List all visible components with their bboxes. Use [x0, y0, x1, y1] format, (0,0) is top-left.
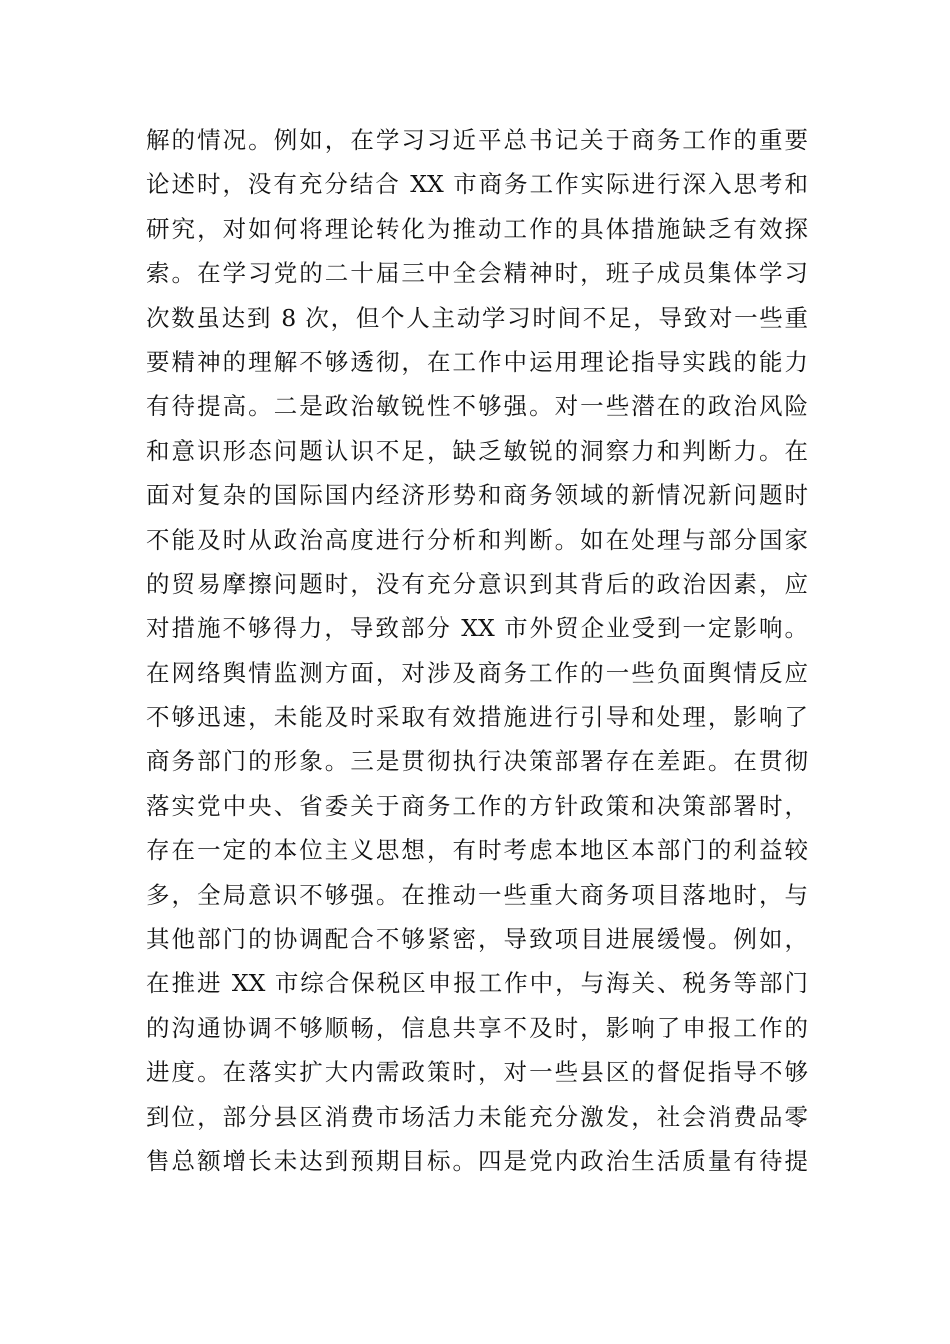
text-line: 售总额增长未达到预期目标。四是党内政治生活质量有待提: [146, 1146, 808, 1175]
text-line: 的贸易摩擦问题时，没有充分意识到其背后的政治因素，应: [146, 569, 808, 598]
text-line: 落实党中央、省委关于商务工作的方针政策和决策部署时，: [146, 791, 808, 820]
text-line: 多，全局意识不够强。在推动一些重大商务项目落地时，与: [146, 880, 808, 909]
text-line: 有待提高。二是政治敏锐性不够强。对一些潜在的政治风险: [146, 392, 808, 421]
text-line: 存在一定的本位主义思想，有时考虑本地区本部门的利益较: [146, 836, 808, 865]
text-line: 不能及时从政治高度进行分析和判断。如在处理与部分国家: [146, 525, 808, 554]
text-line: 面对复杂的国际国内经济形势和商务领域的新情况新问题时: [146, 481, 808, 510]
text-line: 和意识形态问题认识不足，缺乏敏锐的洞察力和判断力。在: [146, 436, 808, 465]
body-text: [146, 118, 808, 1183]
text-line: 其他部门的协调配合不够紧密，导致项目进展缓慢。例如，: [146, 925, 808, 954]
text-line: 进度。在落实扩大内需政策时，对一些县区的督促指导不够: [146, 1058, 808, 1087]
text-line: 在推进 XX 市综合保税区申报工作中，与海关、税务等部门: [146, 969, 808, 998]
text-line: 的沟通协调不够顺畅，信息共享不及时，影响了申报工作的: [146, 1013, 808, 1042]
text-line: 对措施不够得力，导致部分 XX 市外贸企业受到一定影响。: [146, 614, 808, 643]
text-line: 解的情况。例如，在学习习近平总书记关于商务工作的重要: [146, 126, 808, 154]
text-line: 次数虽达到 8 次，但个人主动学习时间不足，导致对一些重: [146, 303, 808, 332]
text-line: 索。在学习党的二十届三中全会精神时，班子成员集体学习: [146, 259, 808, 288]
text-line: 论述时，没有充分结合 XX 市商务工作实际进行深入思考和: [146, 170, 808, 199]
text-line: 研究，对如何将理论转化为推动工作的具体措施缺乏有效探: [146, 214, 808, 243]
text-line: 在网络舆情监测方面，对涉及商务工作的一些负面舆情反应: [146, 658, 808, 687]
text-line: 到位，部分县区消费市场活力未能充分激发，社会消费品零: [146, 1102, 808, 1131]
text-line: 不够迅速，未能及时采取有效措施进行引导和处理，影响了: [146, 703, 808, 732]
text-line: 要精神的理解不够透彻，在工作中运用理论指导实践的能力: [146, 347, 808, 376]
text-line: 商务部门的形象。三是贯彻执行决策部署存在差距。在贯彻: [146, 747, 808, 776]
